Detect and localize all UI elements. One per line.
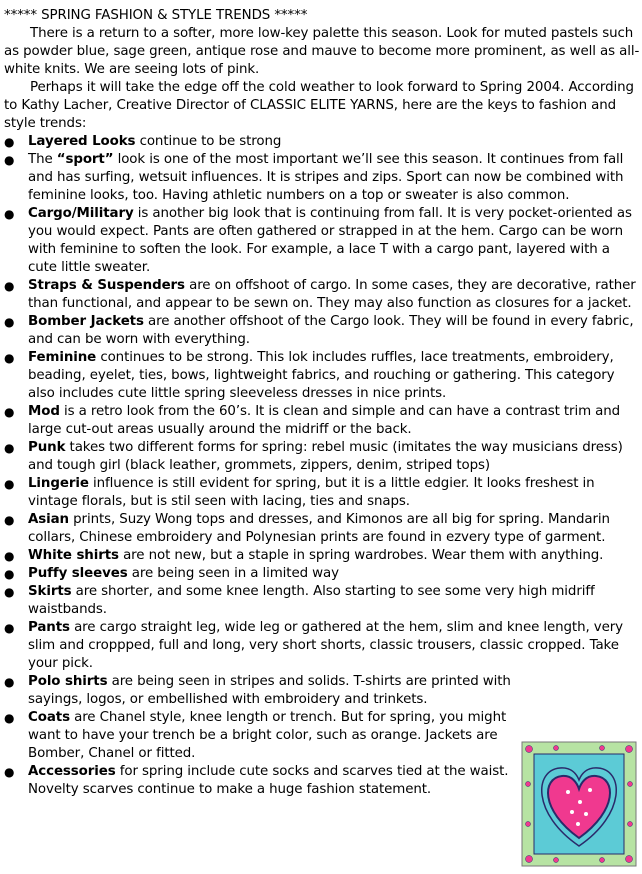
trend-item: [4, 277, 640, 313]
bullet-icon: ●: [4, 549, 15, 563]
trend-list: [4, 133, 640, 799]
bullet-icon: ●: [4, 351, 15, 365]
trend-keyword: Coats: [28, 710, 70, 725]
trend-text: are not new, but a staple in spring wardrobes. Wear them with anything.: [118, 548, 604, 563]
heart-quilt-icon: [520, 740, 638, 868]
trend-text: are shorter, and some knee length. Also starting to see some very high midriff waistbands.: [28, 584, 595, 617]
trend-text: is a retro look from the 60’s. It is clean and simple and can have a contrast trim and large cut-out areas usually around the midriff or the back.: [28, 404, 621, 437]
trend-keyword: Bomber Jackets: [28, 314, 144, 329]
trend-keyword: Skirts: [28, 584, 72, 599]
bullet-icon: ●: [4, 711, 15, 725]
trend-keyword: Pants: [28, 620, 70, 635]
bullet-icon: ●: [4, 477, 15, 491]
trend-text: are being seen in a limited way: [127, 566, 339, 581]
trend-keyword: White shirts: [28, 548, 119, 563]
trend-keyword: Asian: [28, 512, 69, 527]
bullet-icon: ●: [4, 513, 15, 527]
trend-text: are cargo straight leg, wide leg or gathered at the hem, slim and knee length, very slim and croppped, full and long, very short shorts, classic trousers, classic cropped. Take your pick.: [28, 620, 623, 671]
trend-item: [4, 565, 640, 583]
bullet-icon: ●: [4, 441, 15, 455]
trend-keyword: Mod: [28, 404, 60, 419]
trend-keyword: Cargo/Military: [28, 206, 134, 221]
bullet-icon: ●: [4, 315, 15, 329]
trend-text: are being seen in stripes and solids. T-shirts are printed with sayings, logos, or embellished with embroidery and trinkets.: [28, 674, 511, 707]
trend-item: [4, 133, 640, 151]
bullet-icon: ●: [4, 135, 15, 149]
trend-text: takes two different forms for spring: rebel music (imitates the way musicians dress) and tough girl (black leather, grommets, zippers, denim, striped tops): [28, 440, 623, 473]
document: [4, 7, 640, 799]
intro-paragraph-1: There is a return to a softer, more low-key palette this season. Look for muted pastels such as powder blue, sage green, antique rose and mauve to become more prominent, as well as all-white knits. We are seeing lots of pink.: [4, 26, 640, 77]
trend-text: prints, Suzy Wong tops and dresses, and Kimonos are all big for spring. Mandarin collars, Chinese embroidery and Polynesian prints are found in ezvery type of garment.: [28, 512, 610, 545]
bullet-icon: ●: [4, 675, 15, 689]
trend-prefix: The: [28, 152, 57, 167]
trend-item: [4, 349, 640, 403]
bullet-icon: ●: [4, 207, 15, 221]
trend-item: [4, 205, 640, 277]
trend-keyword: Puffy sleeves: [28, 566, 128, 581]
trend-item: [4, 313, 640, 349]
trend-keyword: Punk: [28, 440, 66, 455]
trend-text: continue to be strong: [135, 134, 282, 149]
trend-text: are on offshoot of cargo. In some cases, they are decorative, rather than functional, and appear to be sewn on. They may also function as closures for a jacket.: [28, 278, 636, 311]
bullet-icon: ●: [4, 567, 15, 581]
trend-item: [4, 403, 640, 439]
trend-keyword: Accessories: [28, 764, 116, 779]
trend-keyword: Polo shirts: [28, 674, 108, 689]
trend-text: for spring include cute socks and scarves tied at the waist. Novelty scarves continue to make a huge fashion statement.: [28, 764, 509, 797]
trend-text: influence is still evident for spring, but it is a little edgier. It looks freshest in vintage florals, but is stil seen with lacing, ties and snaps.: [28, 476, 595, 509]
trend-keyword: Feminine: [28, 350, 97, 365]
bullet-icon: ●: [4, 279, 15, 293]
intro-paragraph-2: Perhaps it will take the edge off the cold weather to look forward to Spring 2004. According to Kathy Lacher, Creative Director of CLASSIC ELITE YARNS, here are the keys to fashion and style trends:: [4, 80, 634, 131]
trend-keyword: Lingerie: [28, 476, 89, 491]
trend-keyword: Straps & Suspenders: [28, 278, 185, 293]
trend-item: [4, 511, 640, 547]
trend-text: are Chanel style, knee length or trench. But for spring, you might want to have your trench be a bright color, such as orange. Jackets are Bomber, Chanel or fitted.: [28, 710, 507, 761]
trend-item: [4, 673, 640, 709]
trend-keyword: “sport”: [56, 152, 114, 167]
trend-item: [4, 547, 640, 565]
bullet-icon: ●: [4, 765, 15, 779]
trend-item: [4, 619, 640, 673]
trend-item: [4, 439, 640, 475]
bullet-icon: ●: [4, 621, 15, 635]
trend-text: are another offshoot of the Cargo look. They will be found in every fabric, and can be worn with everything.: [28, 314, 634, 347]
trend-item: [4, 151, 640, 205]
trend-text: continues to be strong. This lok includes ruffles, lace treatments, embroidery, beading, eyelet, ties, bows, lightweight fabrics, and rouching or gathering. This category also includes cute little spring sleeveless dresses in nice prints.: [28, 350, 615, 401]
trend-item: [4, 475, 640, 511]
trend-item: [4, 583, 640, 619]
trend-text: is another big look that is continuing from fall. It is very pocket-oriented as you would expect. Pants are often gathered or strapped in at the hem. Cargo can be worn with feminine to soften the look. For example, a lace T with a cargo pant, layered with a cute little sweater.: [28, 206, 632, 275]
bullet-icon: ●: [4, 405, 15, 419]
bullet-icon: ●: [4, 153, 15, 167]
trend-text: look is one of the most important we’ll see this season. It continues from fall and has surfing, wetsuit influences. It is stripes and zips. Sport can now be combined with feminine looks, too. Having athletic numbers on a top or sweater is also common.: [28, 152, 624, 203]
bullet-icon: ●: [4, 585, 15, 599]
page-title: ***** SPRING FASHION & STYLE TRENDS *****: [4, 8, 308, 23]
trend-keyword: Layered Looks: [28, 134, 136, 149]
